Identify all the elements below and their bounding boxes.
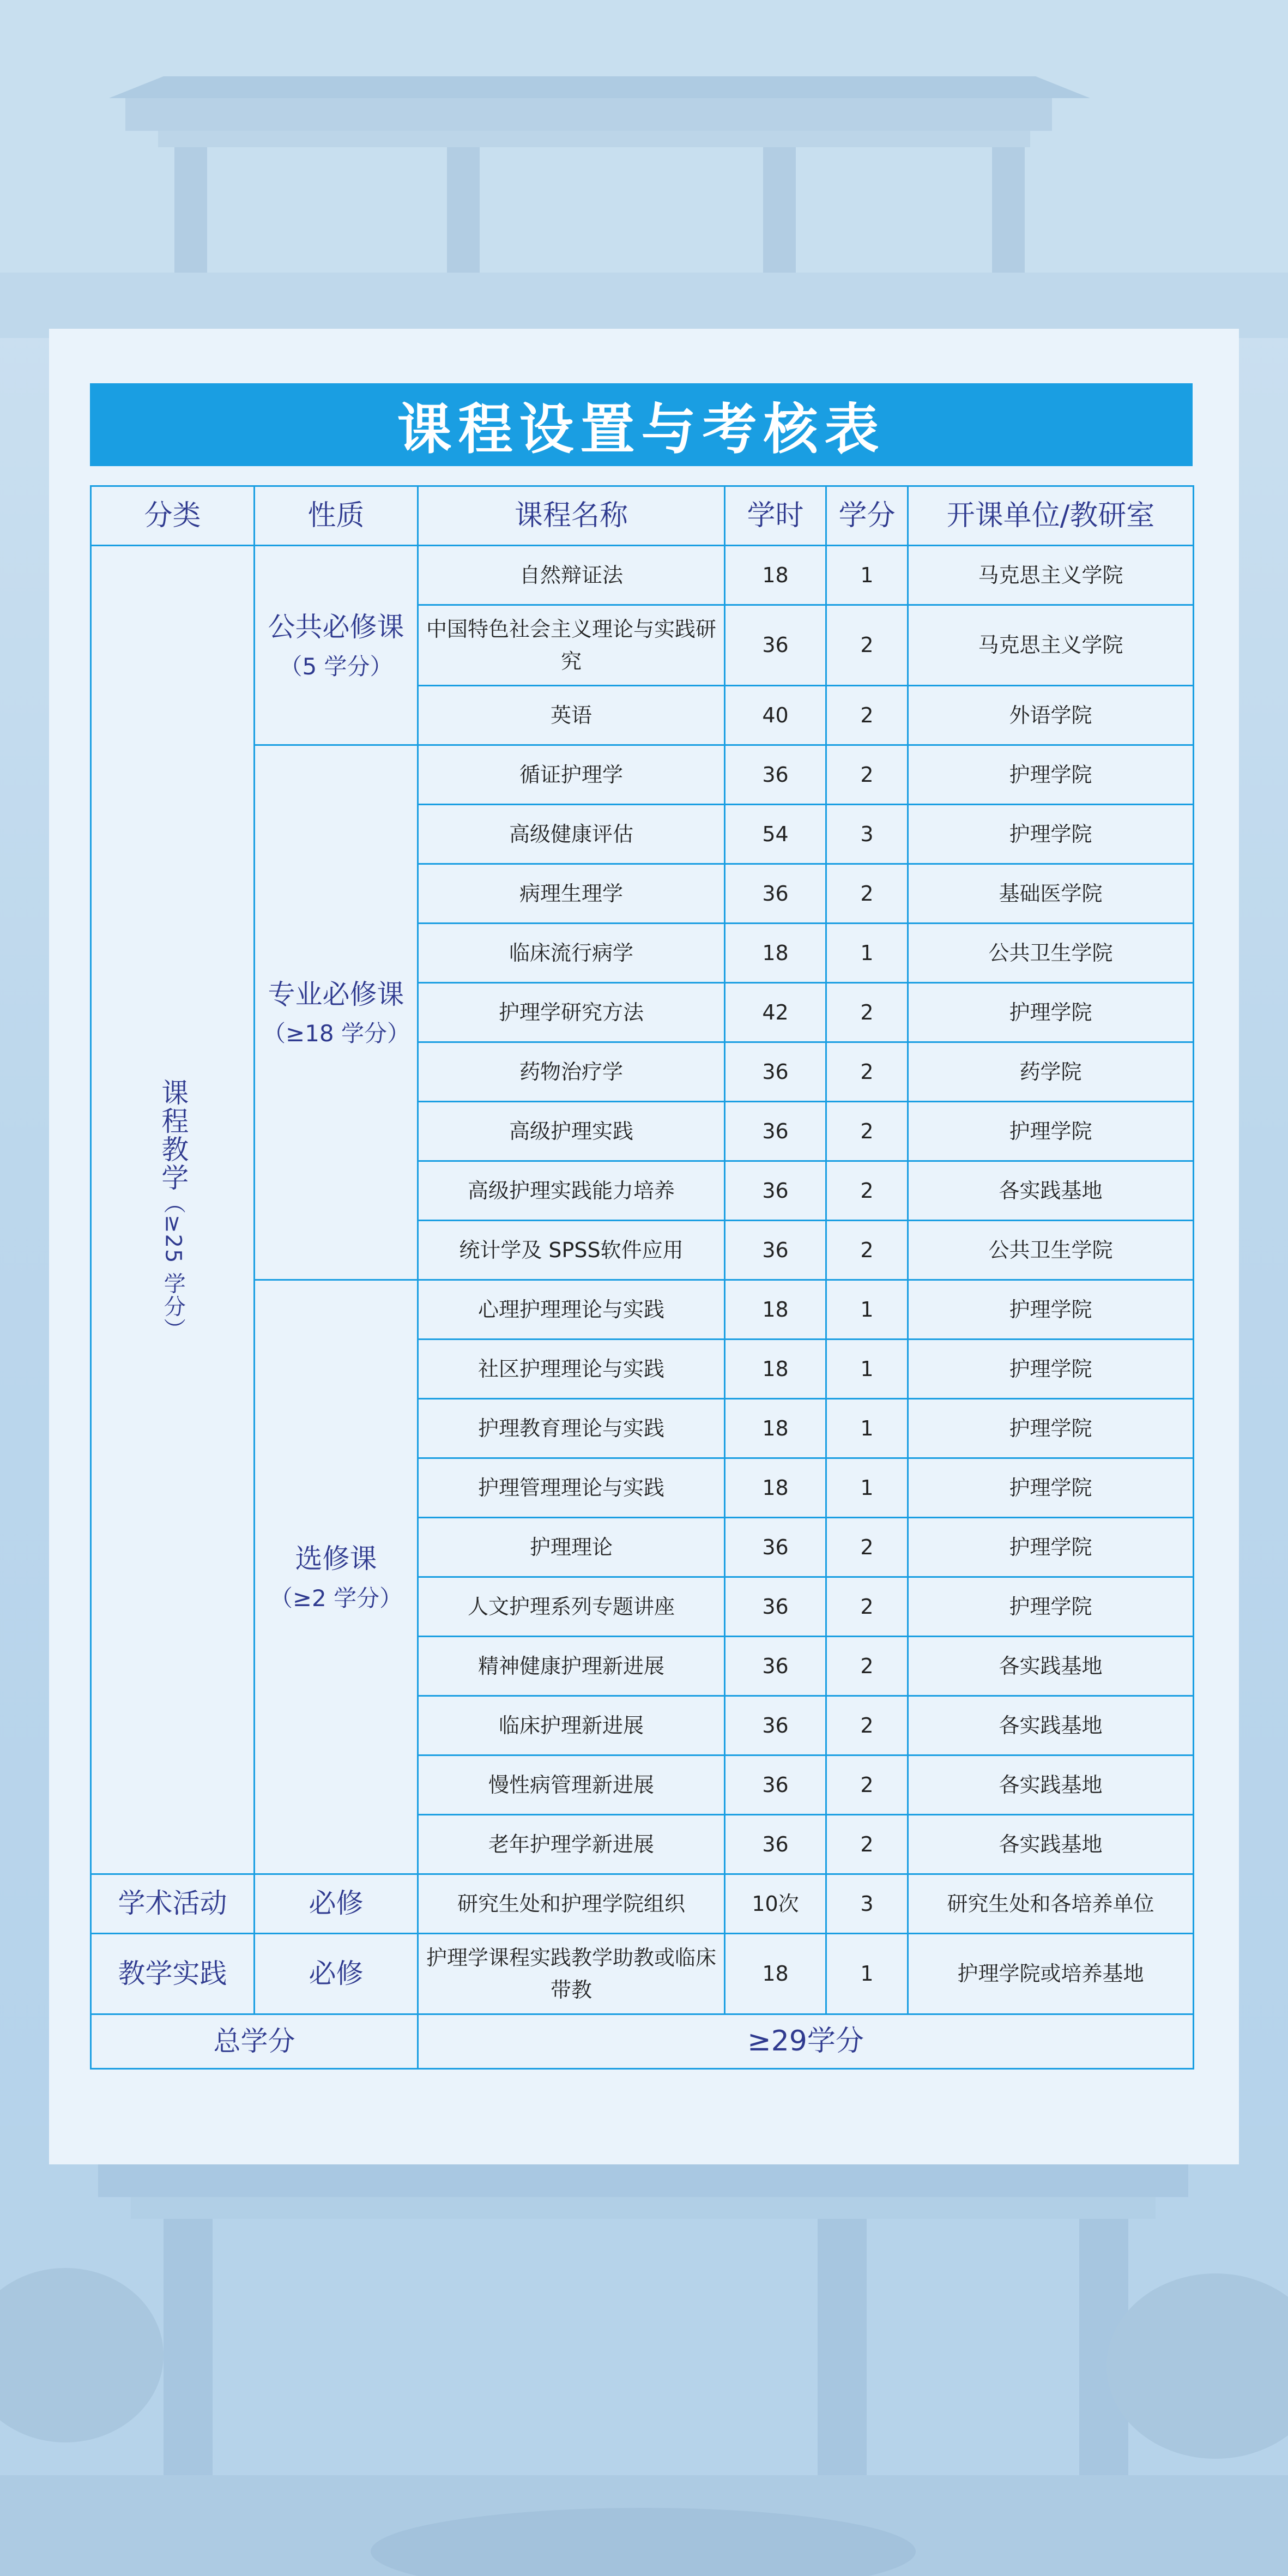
cell-hours: 36 <box>725 605 826 686</box>
nature-public <box>255 546 418 745</box>
header-category: 分类 <box>91 486 255 546</box>
cell-category: 教学实践 <box>91 1934 255 2014</box>
cell-category: 学术活动 <box>91 1874 255 1934</box>
cell-unit: 护理学院或培养基地 <box>908 1934 1194 2014</box>
cell-hours: 18 <box>725 1458 826 1518</box>
cell-name: 高级护理实践 <box>418 1102 725 1161</box>
cell-name: 统计学及 SPSS软件应用 <box>418 1221 725 1280</box>
header-course-name: 课程名称 <box>418 486 725 546</box>
cell-unit: 外语学院 <box>908 686 1194 745</box>
cell-credits: 2 <box>826 1221 908 1280</box>
cell-credits: 2 <box>826 1161 908 1221</box>
table-row <box>91 745 1194 805</box>
cell-credits: 2 <box>826 1637 908 1696</box>
header-credits: 学分 <box>826 486 908 546</box>
cell-name: 人文护理系列专题讲座 <box>418 1577 725 1637</box>
nature-requirement: （≥2 学分） <box>269 1584 403 1612</box>
cell-credits: 2 <box>826 1755 908 1815</box>
cell-unit: 护理学院 <box>908 1399 1194 1458</box>
total-row <box>91 2014 1194 2069</box>
cell-hours: 36 <box>725 1102 826 1161</box>
cell-credits: 2 <box>826 686 908 745</box>
cell-name: 临床护理新进展 <box>418 1696 725 1755</box>
cell-unit: 各实践基地 <box>908 1755 1194 1815</box>
cell-unit: 研究生处和各培养单位 <box>908 1874 1194 1934</box>
cell-hours: 36 <box>725 1637 826 1696</box>
cell-unit: 护理学院 <box>908 1577 1194 1637</box>
table-row <box>91 1280 1194 1340</box>
nature-elective <box>255 1280 418 1874</box>
header-hours: 学时 <box>725 486 826 546</box>
cell-credits: 3 <box>826 805 908 864</box>
cell-credits: 1 <box>826 1340 908 1399</box>
campus-gate-background-bottom <box>0 2126 1288 2576</box>
cell-name: 慢性病管理新进展 <box>418 1755 725 1815</box>
cell-name: 病理生理学 <box>418 864 725 924</box>
cell-name: 临床流行病学 <box>418 924 725 983</box>
cell-credits: 1 <box>826 1934 908 2014</box>
cell-unit: 公共卫生学院 <box>908 924 1194 983</box>
cell-unit: 护理学院 <box>908 1458 1194 1518</box>
cell-name: 护理学课程实践教学助教或临床带教 <box>418 1934 725 2014</box>
cell-name: 自然辩证法 <box>418 546 725 605</box>
cell-credits: 1 <box>826 1280 908 1340</box>
cell-unit: 护理学院 <box>908 745 1194 805</box>
cell-credits: 1 <box>826 1399 908 1458</box>
campus-building-background-top <box>0 0 1288 338</box>
title-bar <box>90 383 1193 466</box>
nature-requirement: （5 学分） <box>279 653 393 680</box>
nature-label: 专业必修课 <box>268 978 404 1010</box>
cell-name: 中国特色社会主义理论与实践研究 <box>418 605 725 686</box>
cell-name: 研究生处和护理学院组织 <box>418 1874 725 1934</box>
cell-unit: 马克思主义学院 <box>908 546 1194 605</box>
cell-hours: 18 <box>725 546 826 605</box>
cell-unit: 护理学院 <box>908 983 1194 1042</box>
table-header-row <box>91 486 1194 546</box>
cell-credits: 2 <box>826 1042 908 1102</box>
teaching-practice-row <box>91 1934 1194 2014</box>
cell-unit: 护理学院 <box>908 1518 1194 1577</box>
cell-name: 药物治疗学 <box>418 1042 725 1102</box>
cell-credits: 1 <box>826 924 908 983</box>
cell-hours: 36 <box>725 745 826 805</box>
cell-name: 护理教育理论与实践 <box>418 1399 725 1458</box>
cell-credits: 2 <box>826 1815 908 1874</box>
cell-unit: 药学院 <box>908 1042 1194 1102</box>
cell-hours: 36 <box>725 1815 826 1874</box>
cell-credits: 1 <box>826 546 908 605</box>
course-table <box>90 485 1194 2070</box>
cell-hours: 18 <box>725 1399 826 1458</box>
cell-hours: 36 <box>725 1221 826 1280</box>
cell-name: 社区护理理论与实践 <box>418 1340 725 1399</box>
nature-label: 公共必修课 <box>268 611 404 643</box>
cell-hours: 36 <box>725 864 826 924</box>
cell-hours: 36 <box>725 1161 826 1221</box>
nature-requirement: （≥18 学分） <box>263 1020 410 1047</box>
cell-credits: 2 <box>826 605 908 686</box>
cell-unit: 基础医学院 <box>908 864 1194 924</box>
category-course-teaching <box>91 546 255 1874</box>
cell-hours: 18 <box>725 1280 826 1340</box>
cell-unit: 各实践基地 <box>908 1161 1194 1221</box>
cell-hours: 36 <box>725 1042 826 1102</box>
table-row <box>91 546 1194 605</box>
cell-name: 护理管理理论与实践 <box>418 1458 725 1518</box>
cell-unit: 马克思主义学院 <box>908 605 1194 686</box>
cell-unit: 护理学院 <box>908 1340 1194 1399</box>
cell-hours: 18 <box>725 924 826 983</box>
cell-unit: 各实践基地 <box>908 1637 1194 1696</box>
cell-credits: 2 <box>826 745 908 805</box>
cell-hours: 36 <box>725 1577 826 1637</box>
academic-activity-row <box>91 1874 1194 1934</box>
cell-hours: 18 <box>725 1340 826 1399</box>
cell-name: 护理理论 <box>418 1518 725 1577</box>
cell-hours: 36 <box>725 1518 826 1577</box>
cell-name: 高级健康评估 <box>418 805 725 864</box>
nature-major <box>255 745 418 1280</box>
cell-hours: 54 <box>725 805 826 864</box>
cell-nature: 必修 <box>255 1874 418 1934</box>
cell-hours: 36 <box>725 1696 826 1755</box>
header-nature: 性质 <box>255 486 418 546</box>
cell-credits: 1 <box>826 1458 908 1518</box>
cell-credits: 2 <box>826 983 908 1042</box>
cell-hours: 42 <box>725 983 826 1042</box>
page-title: 课程设置与考核表 <box>397 397 886 461</box>
cell-unit: 各实践基地 <box>908 1696 1194 1755</box>
total-label: 总学分 <box>91 2014 418 2069</box>
cell-unit: 各实践基地 <box>908 1815 1194 1874</box>
cell-credits: 2 <box>826 1102 908 1161</box>
table-panel <box>49 329 1239 2164</box>
cell-hours: 40 <box>725 686 826 745</box>
cell-credits: 2 <box>826 1518 908 1577</box>
cell-unit: 护理学院 <box>908 805 1194 864</box>
cell-credits: 2 <box>826 864 908 924</box>
cell-name: 循证护理学 <box>418 745 725 805</box>
cell-hours: 36 <box>725 1755 826 1815</box>
cell-credits: 2 <box>826 1577 908 1637</box>
cell-unit: 护理学院 <box>908 1280 1194 1340</box>
cell-name: 英语 <box>418 686 725 745</box>
cell-credits: 2 <box>826 1696 908 1755</box>
total-value: ≥29学分 <box>418 2014 1194 2069</box>
header-unit: 开课单位/教研室 <box>908 486 1194 546</box>
cell-nature: 必修 <box>255 1934 418 2014</box>
cell-name: 精神健康护理新进展 <box>418 1637 725 1696</box>
nature-label: 选修课 <box>295 1543 377 1575</box>
cell-name: 心理护理理论与实践 <box>418 1280 725 1340</box>
cell-credits: 3 <box>826 1874 908 1934</box>
cell-unit: 护理学院 <box>908 1102 1194 1161</box>
cell-unit: 公共卫生学院 <box>908 1221 1194 1280</box>
cell-name: 护理学研究方法 <box>418 983 725 1042</box>
category-course-teaching-label: 课程教学（≥25 学分） <box>157 1078 189 1341</box>
cell-name: 高级护理实践能力培养 <box>418 1161 725 1221</box>
cell-name: 老年护理学新进展 <box>418 1815 725 1874</box>
cell-hours: 10次 <box>725 1874 826 1934</box>
cell-hours: 18 <box>725 1934 826 2014</box>
